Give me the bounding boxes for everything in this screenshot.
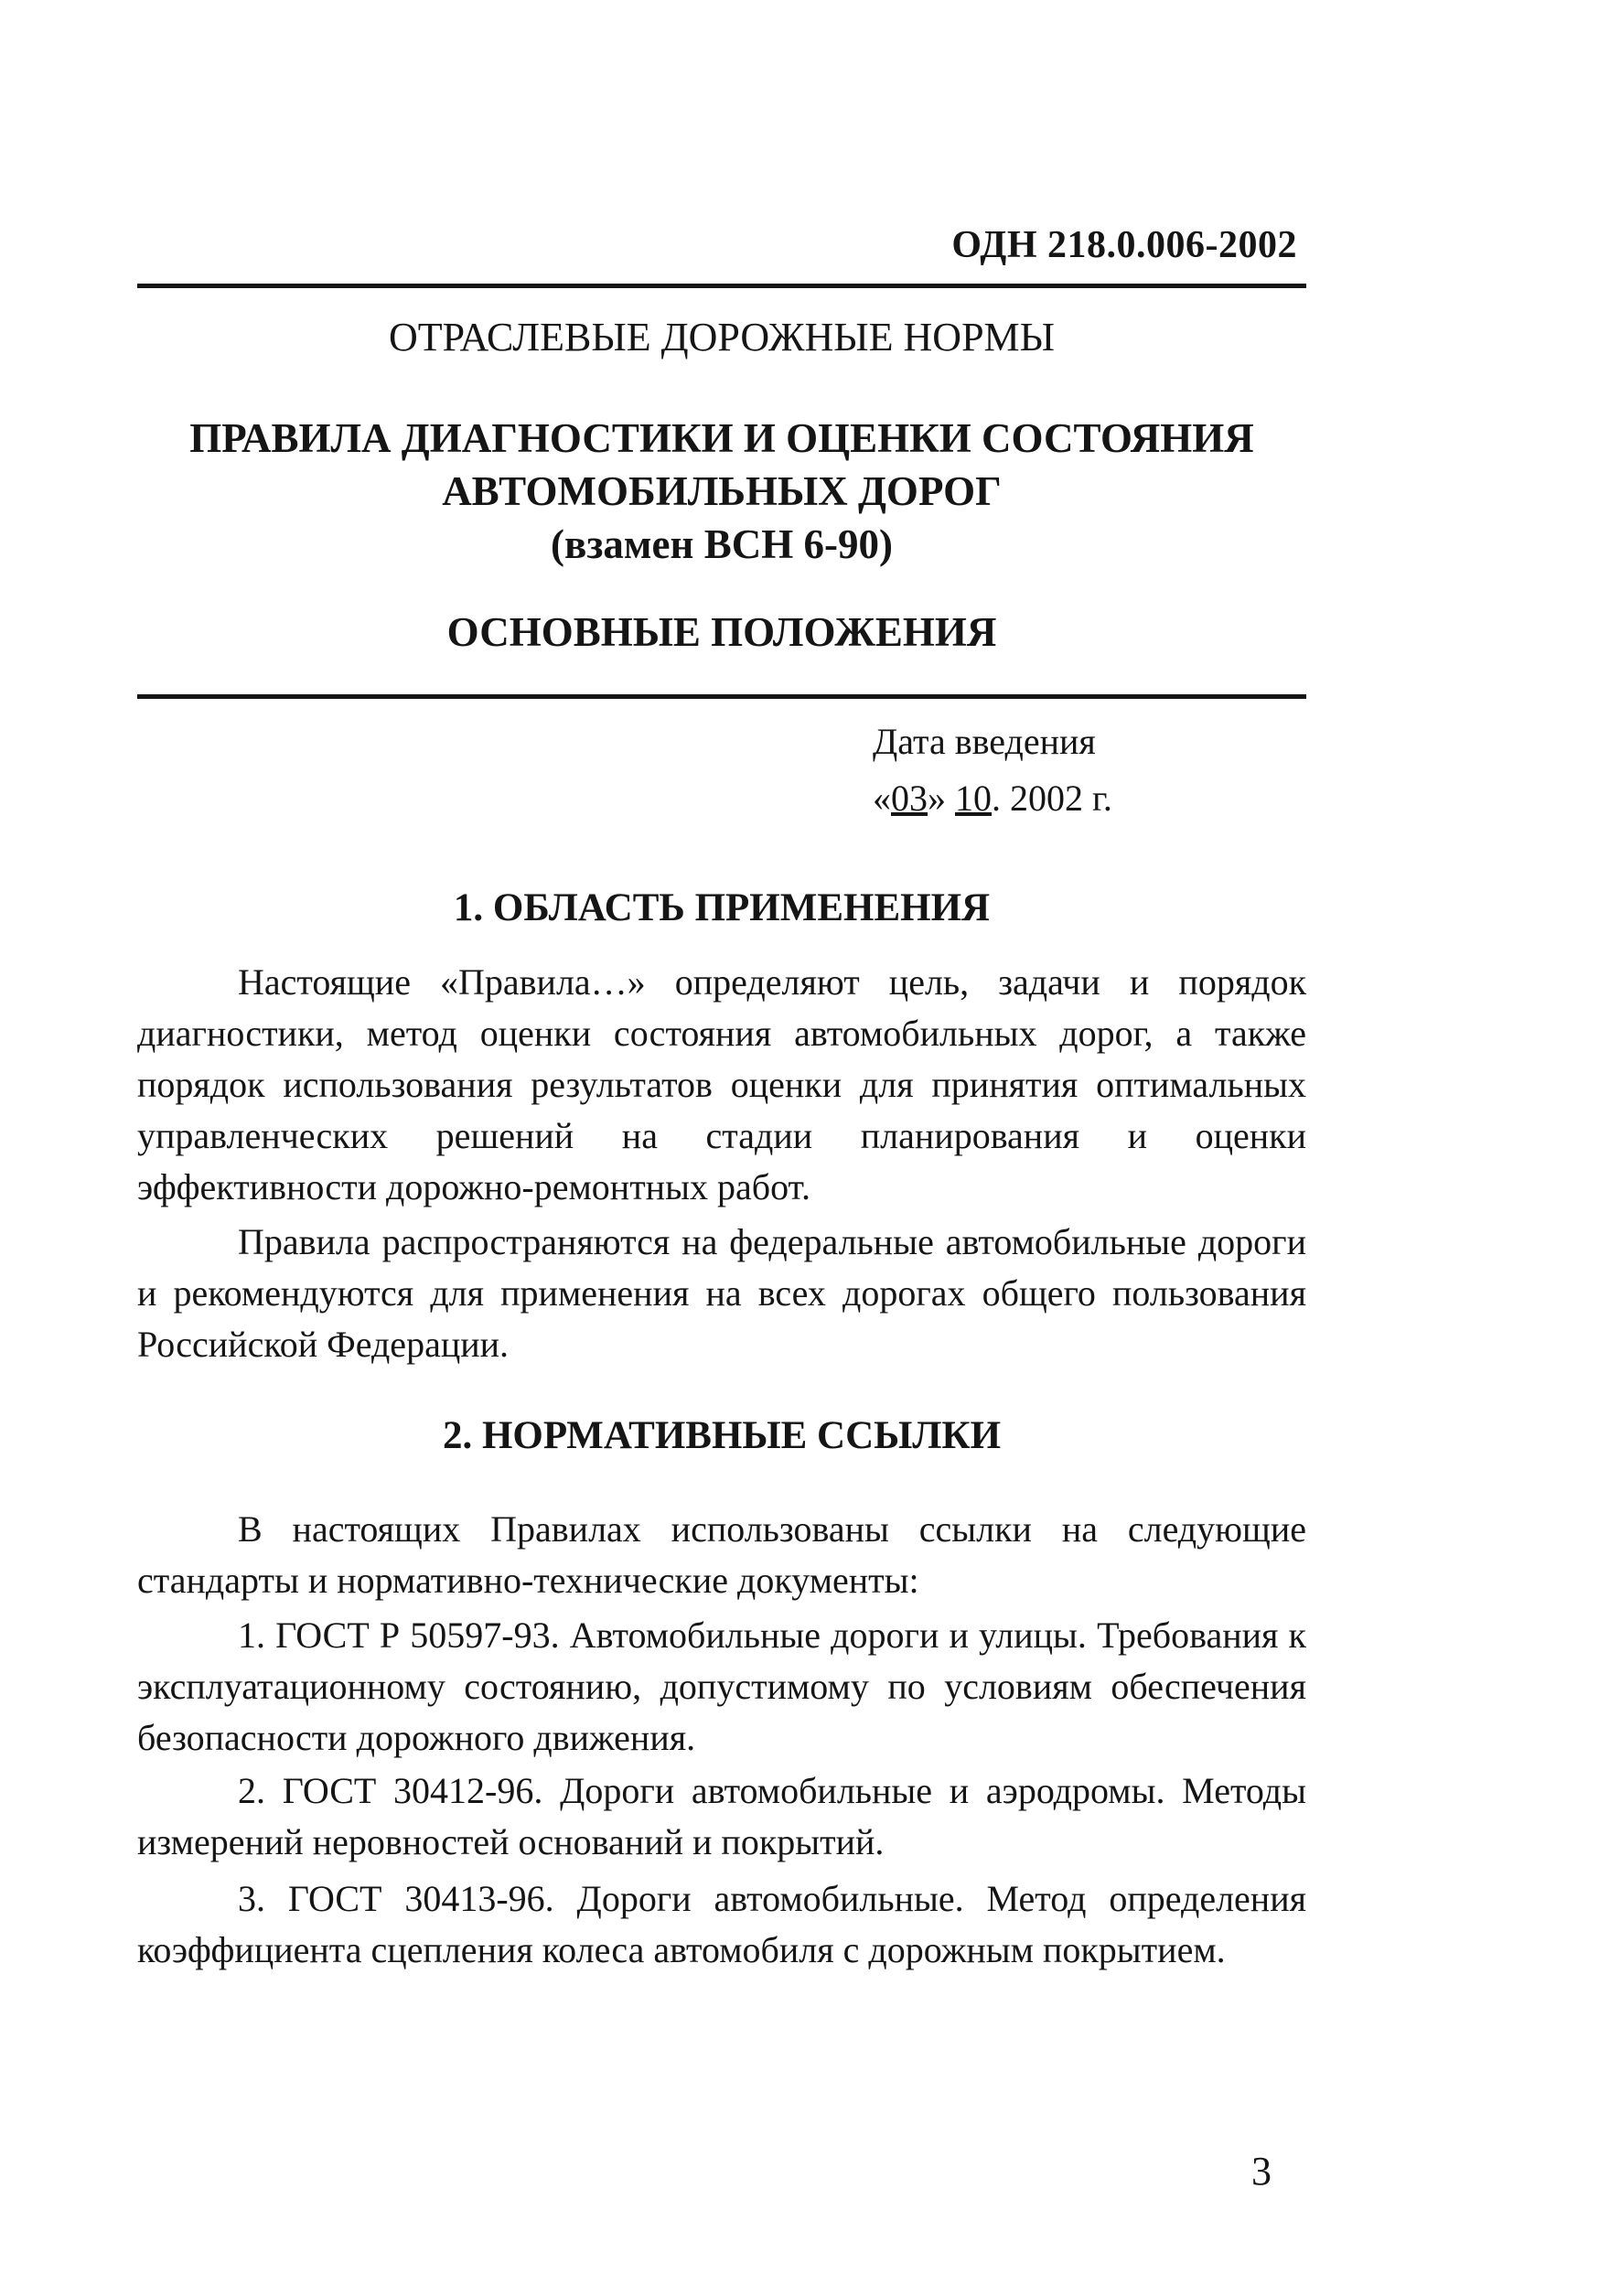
- reference-item: 2. ГОСТ 30412-96. Дороги автомобильные и аэродромы. Методы измерений неровностей оснований и покрытий.: [137, 1770, 1306, 1862]
- document-code: ОДН 218.0.006-2002: [951, 224, 1297, 266]
- title-line-3: (взамен ВСН 6-90): [551, 521, 893, 567]
- title-line-2: АВТОМОБИЛЬНЫХ ДОРОГ: [442, 468, 1002, 514]
- section-1-heading: 1. ОБЛАСТЬ ПРИМЕНЕНИЯ: [453, 886, 991, 929]
- intro-date-value: [873, 770, 1112, 827]
- document-category: ОТРАСЛЕВЫЕ ДОРОЖНЫЕ НОРМЫ: [388, 315, 1056, 359]
- page-number: 3: [1251, 2149, 1272, 2194]
- section-1-paragraph: Правила распространяются на федеральные автомобильные дороги и рекомендуются для применения на всех дорогах общего пользования Российской Федерации.: [137, 1221, 1306, 1365]
- title-divider: [137, 694, 1306, 699]
- document-subtitle: ОСНОВНЫЕ ПОЛОЖЕНИЯ: [446, 609, 997, 655]
- quote-open: «: [873, 778, 891, 819]
- reference-item: 1. ГОСТ Р 50597-93. Автомобильные дороги и улицы. Требования к эксплуатационному состоянию, допустимому по условиям обеспечения безопасности дорожного движения.: [137, 1615, 1306, 1758]
- quote-close: »: [928, 778, 955, 819]
- intro-date-year: . 2002 г.: [992, 778, 1112, 819]
- section-2-intro: В настоящих Правилах использованы ссылки на следующие стандарты и нормативно-технические документы:: [137, 1508, 1306, 1601]
- intro-date-label: Дата введения: [873, 721, 1096, 762]
- header-divider: [137, 284, 1306, 288]
- introduction-date: [873, 713, 1112, 827]
- intro-date-day: 03: [891, 778, 928, 819]
- intro-date-month: 10: [955, 778, 992, 819]
- section-1-paragraph: Настоящие «Правила…» определяют цель, задачи и порядок диагностики, метод оценки состояния автомобильных дорог, а также порядок использования результатов оценки для принятия оптимальных управленческих решений на стадии планирования и оценки эффективности дорожно-ремонтных работ.: [137, 961, 1306, 1207]
- document-title: [137, 412, 1306, 571]
- section-2-heading: 2. НОРМАТИВНЫЕ ССЫЛКИ: [442, 1414, 1002, 1457]
- reference-item: 3. ГОСТ 30413-96. Дороги автомобильные. Метод определения коэффициента сцепления колеса автомобиля с дорожным покрытием.: [137, 1878, 1306, 1970]
- title-line-1: ПРАВИЛА ДИАГНОСТИКИ И ОЦЕНКИ СОСТОЯНИЯ: [189, 415, 1254, 461]
